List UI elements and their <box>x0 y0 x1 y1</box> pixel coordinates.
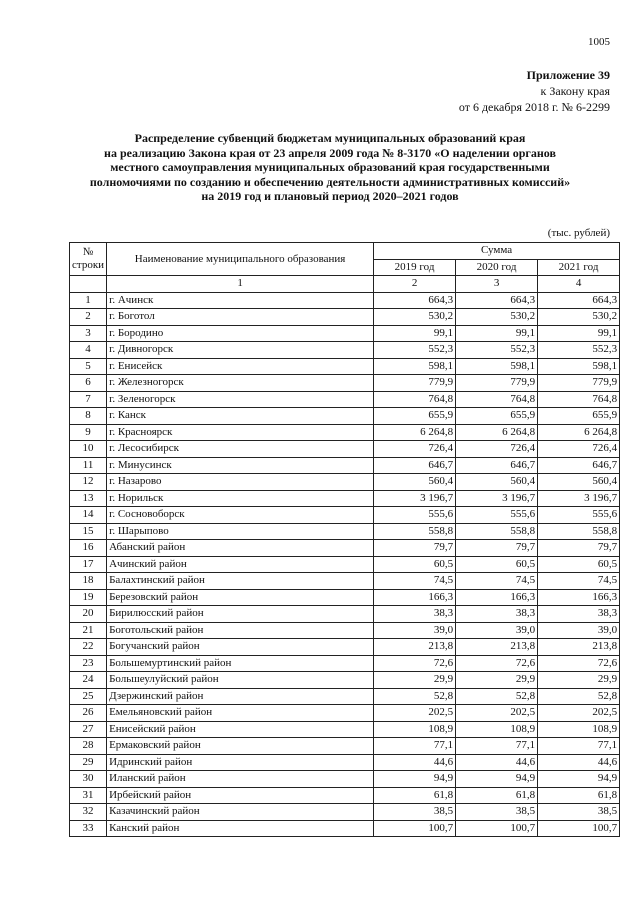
table-row <box>70 622 620 639</box>
value-2021: 555,6 <box>538 507 620 524</box>
row-number: 27 <box>70 721 107 738</box>
value-2020: 77,1 <box>456 738 538 755</box>
value-2019: 530,2 <box>374 309 456 326</box>
table-row <box>70 441 620 458</box>
value-2021: 38,5 <box>538 804 620 821</box>
col-num-2: 2 <box>374 276 456 293</box>
row-number: 12 <box>70 474 107 491</box>
table-row <box>70 606 620 623</box>
value-2020: 166,3 <box>456 589 538 606</box>
row-number: 1 <box>70 292 107 309</box>
municipality-name: Казачинский район <box>107 804 374 821</box>
value-2019: 77,1 <box>374 738 456 755</box>
subsidy-table <box>69 242 620 837</box>
table-row <box>70 771 620 788</box>
value-2021: 60,5 <box>538 556 620 573</box>
value-2019: 39,0 <box>374 622 456 639</box>
table-row <box>70 391 620 408</box>
value-2021: 108,9 <box>538 721 620 738</box>
value-2020: 99,1 <box>456 325 538 342</box>
row-number: 21 <box>70 622 107 639</box>
row-number: 24 <box>70 672 107 689</box>
value-2021: 44,6 <box>538 754 620 771</box>
row-number: 6 <box>70 375 107 392</box>
municipality-name: Березовский район <box>107 589 374 606</box>
municipality-name: Ермаковский район <box>107 738 374 755</box>
value-2019: 558,8 <box>374 523 456 540</box>
row-number: 19 <box>70 589 107 606</box>
value-2019: 94,9 <box>374 771 456 788</box>
municipality-name: г. Минусинск <box>107 457 374 474</box>
value-2019: 38,3 <box>374 606 456 623</box>
title-line: на 2019 год и плановый период 2020–2021 годов <box>201 189 459 203</box>
row-number: 30 <box>70 771 107 788</box>
municipality-name: Ирбейский район <box>107 787 374 804</box>
row-number: 32 <box>70 804 107 821</box>
value-2021: 558,8 <box>538 523 620 540</box>
row-number: 15 <box>70 523 107 540</box>
value-2019: 108,9 <box>374 721 456 738</box>
value-2020: 52,8 <box>456 688 538 705</box>
municipality-name: г. Канск <box>107 408 374 425</box>
value-2021: 213,8 <box>538 639 620 656</box>
value-2020: 6 264,8 <box>456 424 538 441</box>
municipality-name: г. Норильск <box>107 490 374 507</box>
value-2020: 598,1 <box>456 358 538 375</box>
value-2019: 100,7 <box>374 820 456 837</box>
value-2019: 202,5 <box>374 705 456 722</box>
value-2020: 38,5 <box>456 804 538 821</box>
table-row <box>70 573 620 590</box>
value-2019: 3 196,7 <box>374 490 456 507</box>
value-2020: 558,8 <box>456 523 538 540</box>
value-2020: 726,4 <box>456 441 538 458</box>
value-2020: 664,3 <box>456 292 538 309</box>
appendix-date: от 6 декабря 2018 г. № 6-2299 <box>458 100 610 114</box>
municipality-name: г. Енисейск <box>107 358 374 375</box>
header-2021: 2021 год <box>538 259 620 276</box>
municipality-name: Емельяновский район <box>107 705 374 722</box>
value-2020: 764,8 <box>456 391 538 408</box>
table-row <box>70 507 620 524</box>
municipality-name: Дзержинский район <box>107 688 374 705</box>
value-2019: 726,4 <box>374 441 456 458</box>
row-number: 16 <box>70 540 107 557</box>
table-row <box>70 738 620 755</box>
municipality-name: г. Дивногорск <box>107 342 374 359</box>
municipality-name: Идринский район <box>107 754 374 771</box>
value-2021: 764,8 <box>538 391 620 408</box>
municipality-name: Балахтинский район <box>107 573 374 590</box>
value-2021: 94,9 <box>538 771 620 788</box>
value-2021: 530,2 <box>538 309 620 326</box>
municipality-name: г. Шарыпово <box>107 523 374 540</box>
value-2021: 79,7 <box>538 540 620 557</box>
value-2019: 61,8 <box>374 787 456 804</box>
row-number: 29 <box>70 754 107 771</box>
row-number: 10 <box>70 441 107 458</box>
value-2019: 99,1 <box>374 325 456 342</box>
value-2021: 61,8 <box>538 787 620 804</box>
value-2020: 530,2 <box>456 309 538 326</box>
value-2019: 646,7 <box>374 457 456 474</box>
municipality-name: Канский район <box>107 820 374 837</box>
value-2020: 655,9 <box>456 408 538 425</box>
municipality-name: Большемуртинский район <box>107 655 374 672</box>
table-row <box>70 688 620 705</box>
header-row <box>70 243 620 260</box>
title-line: Распределение субвенций бюджетам муниципальных образований края <box>134 131 526 145</box>
table-row <box>70 309 620 326</box>
municipality-name: Бирилюсский район <box>107 606 374 623</box>
value-2021: 664,3 <box>538 292 620 309</box>
value-2021: 74,5 <box>538 573 620 590</box>
value-2021: 166,3 <box>538 589 620 606</box>
value-2021: 655,9 <box>538 408 620 425</box>
header-no: № строки <box>70 243 107 276</box>
value-2020: 779,9 <box>456 375 538 392</box>
title-line: полномочиями по созданию и обеспечению деятельности административных комиссий» <box>89 174 571 189</box>
municipality-name: Енисейский район <box>107 721 374 738</box>
value-2021: 552,3 <box>538 342 620 359</box>
title-line: на реализацию Закона края от 23 апреля 2009 года № 8-3170 «О наделении органов <box>104 145 556 160</box>
municipality-name: Большеулуйский район <box>107 672 374 689</box>
row-number: 2 <box>70 309 107 326</box>
page-number: 1005 <box>588 36 610 48</box>
value-2021: 99,1 <box>538 325 620 342</box>
table-row <box>70 375 620 392</box>
table-row <box>70 721 620 738</box>
table-row <box>70 292 620 309</box>
value-2019: 166,3 <box>374 589 456 606</box>
value-2021: 6 264,8 <box>538 424 620 441</box>
table-row <box>70 639 620 656</box>
row-number: 20 <box>70 606 107 623</box>
value-2019: 60,5 <box>374 556 456 573</box>
value-2020: 61,8 <box>456 787 538 804</box>
table-row <box>70 358 620 375</box>
value-2021: 38,3 <box>538 606 620 623</box>
value-2021: 3 196,7 <box>538 490 620 507</box>
municipality-name: г. Железногорск <box>107 375 374 392</box>
value-2021: 646,7 <box>538 457 620 474</box>
appendix-law: к Закону края <box>540 84 610 98</box>
table-row <box>70 424 620 441</box>
value-2020: 202,5 <box>456 705 538 722</box>
header-sum: Сумма <box>374 243 620 260</box>
table-row <box>70 754 620 771</box>
document-title <box>60 131 600 204</box>
municipality-name: Абанский район <box>107 540 374 557</box>
row-number: 5 <box>70 358 107 375</box>
header-2020: 2020 год <box>456 259 538 276</box>
row-number: 28 <box>70 738 107 755</box>
header-name: Наименование муниципального образования <box>107 243 374 276</box>
column-number-row <box>70 276 620 293</box>
value-2020: 74,5 <box>456 573 538 590</box>
value-2020: 39,0 <box>456 622 538 639</box>
value-2021: 39,0 <box>538 622 620 639</box>
table-row <box>70 408 620 425</box>
municipality-name: г. Ачинск <box>107 292 374 309</box>
value-2019: 655,9 <box>374 408 456 425</box>
col-num-1: 1 <box>107 276 374 293</box>
row-number: 9 <box>70 424 107 441</box>
value-2020: 213,8 <box>456 639 538 656</box>
municipality-name: г. Боготол <box>107 309 374 326</box>
row-number: 11 <box>70 457 107 474</box>
value-2019: 44,6 <box>374 754 456 771</box>
table-row <box>70 325 620 342</box>
value-2020: 100,7 <box>456 820 538 837</box>
value-2020: 646,7 <box>456 457 538 474</box>
table-row <box>70 589 620 606</box>
value-2019: 560,4 <box>374 474 456 491</box>
value-2020: 60,5 <box>456 556 538 573</box>
value-2019: 213,8 <box>374 639 456 656</box>
municipality-name: г. Назарово <box>107 474 374 491</box>
value-2019: 552,3 <box>374 342 456 359</box>
value-2021: 598,1 <box>538 358 620 375</box>
municipality-name: г. Зеленогорск <box>107 391 374 408</box>
row-number: 17 <box>70 556 107 573</box>
row-number: 26 <box>70 705 107 722</box>
row-number: 3 <box>70 325 107 342</box>
value-2019: 29,9 <box>374 672 456 689</box>
value-2019: 79,7 <box>374 540 456 557</box>
row-number: 7 <box>70 391 107 408</box>
table-row <box>70 490 620 507</box>
table-row <box>70 820 620 837</box>
value-2021: 202,5 <box>538 705 620 722</box>
table-row <box>70 474 620 491</box>
col-num-1 <box>70 276 107 293</box>
row-number: 23 <box>70 655 107 672</box>
table-row <box>70 556 620 573</box>
row-number: 8 <box>70 408 107 425</box>
municipality-name: Ачинский район <box>107 556 374 573</box>
value-2021: 779,9 <box>538 375 620 392</box>
table-row <box>70 672 620 689</box>
row-number: 14 <box>70 507 107 524</box>
row-number: 4 <box>70 342 107 359</box>
value-2020: 29,9 <box>456 672 538 689</box>
value-2019: 74,5 <box>374 573 456 590</box>
value-2021: 100,7 <box>538 820 620 837</box>
appendix-block <box>459 67 610 115</box>
row-number: 13 <box>70 490 107 507</box>
value-2019: 779,9 <box>374 375 456 392</box>
value-2019: 72,6 <box>374 655 456 672</box>
table-row <box>70 705 620 722</box>
value-2020: 94,9 <box>456 771 538 788</box>
value-2021: 72,6 <box>538 655 620 672</box>
value-2020: 560,4 <box>456 474 538 491</box>
value-2019: 38,5 <box>374 804 456 821</box>
row-number: 18 <box>70 573 107 590</box>
table-row <box>70 523 620 540</box>
table-row <box>70 655 620 672</box>
municipality-name: Иланский район <box>107 771 374 788</box>
title-line: местного самоуправления муниципальных образований края государственными <box>110 160 550 174</box>
appendix-title: Приложение 39 <box>526 68 610 82</box>
table-row <box>70 457 620 474</box>
value-2021: 726,4 <box>538 441 620 458</box>
row-number: 33 <box>70 820 107 837</box>
value-2021: 560,4 <box>538 474 620 491</box>
value-2020: 108,9 <box>456 721 538 738</box>
value-2020: 79,7 <box>456 540 538 557</box>
units-label: (тыс. рублей) <box>547 227 610 239</box>
value-2019: 52,8 <box>374 688 456 705</box>
row-number: 31 <box>70 787 107 804</box>
table-row <box>70 342 620 359</box>
value-2020: 38,3 <box>456 606 538 623</box>
value-2020: 552,3 <box>456 342 538 359</box>
municipality-name: г. Красноярск <box>107 424 374 441</box>
col-num-3: 3 <box>456 276 538 293</box>
value-2019: 664,3 <box>374 292 456 309</box>
value-2021: 52,8 <box>538 688 620 705</box>
row-number: 25 <box>70 688 107 705</box>
value-2019: 555,6 <box>374 507 456 524</box>
value-2020: 72,6 <box>456 655 538 672</box>
municipality-name: г. Сосновоборск <box>107 507 374 524</box>
table-row <box>70 787 620 804</box>
value-2019: 6 264,8 <box>374 424 456 441</box>
value-2020: 44,6 <box>456 754 538 771</box>
value-2020: 555,6 <box>456 507 538 524</box>
municipality-name: г. Лесосибирск <box>107 441 374 458</box>
table-row <box>70 540 620 557</box>
municipality-name: г. Бородино <box>107 325 374 342</box>
header-2019: 2019 год <box>374 259 456 276</box>
municipality-name: Богучанский район <box>107 639 374 656</box>
value-2021: 77,1 <box>538 738 620 755</box>
value-2020: 3 196,7 <box>456 490 538 507</box>
municipality-name: Боготольский район <box>107 622 374 639</box>
value-2019: 764,8 <box>374 391 456 408</box>
col-num-4: 4 <box>538 276 620 293</box>
table-row <box>70 804 620 821</box>
row-number: 22 <box>70 639 107 656</box>
value-2019: 598,1 <box>374 358 456 375</box>
value-2021: 29,9 <box>538 672 620 689</box>
